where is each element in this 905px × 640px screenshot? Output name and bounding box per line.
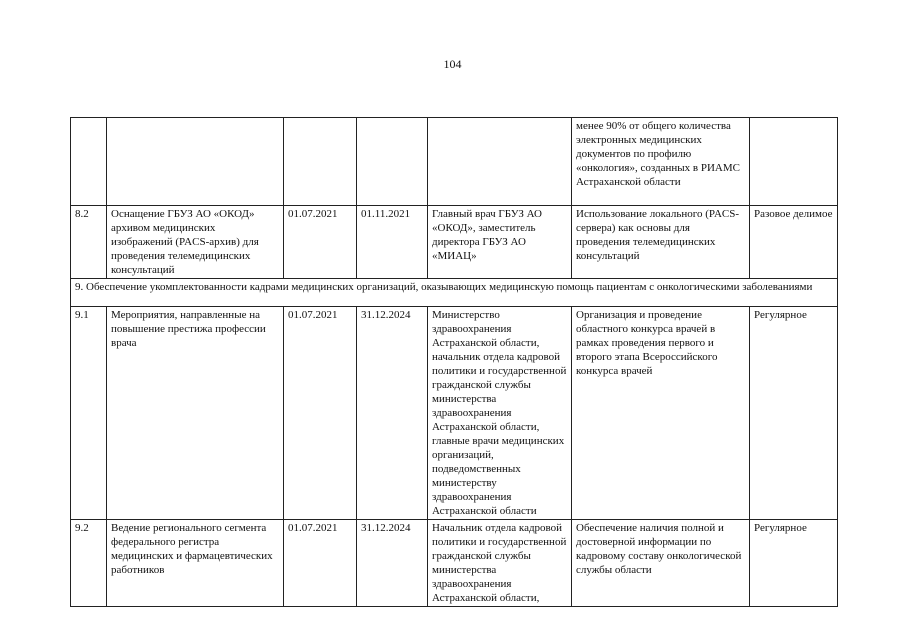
section-heading: 9. Обеспечение укомплектованности кадрами медицинских организаций, оказывающих медицинскую помощь пациентам с онкологическими заболеваниями — [71, 279, 838, 307]
page-number: 104 — [443, 57, 462, 71]
responsible-cell — [428, 118, 572, 206]
end-date-cell: 31.12.2024 — [357, 307, 428, 520]
table-row — [71, 307, 838, 520]
table-row — [71, 206, 838, 279]
result-cell: Обеспечение наличия полной и достоверной информации по кадровому составу онкологической службы области — [572, 520, 750, 607]
end-date-cell: 31.12.2024 — [357, 520, 428, 607]
type-cell: Регулярное — [750, 307, 838, 520]
result-cell: Организация и проведение областного конкурса врачей в рамках проведения первого и второго этапа Всероссийского конкурса врачей — [572, 307, 750, 520]
measure-name-cell: Ведение регионального сегмента федерального регистра медицинских и фармацевтических работников — [107, 520, 284, 607]
measure-name-cell: Мероприятия, направленные на повышение престижа профессии врача — [107, 307, 284, 520]
section-row — [71, 279, 838, 307]
type-cell: Регулярное — [750, 520, 838, 607]
row-number-cell: 8.2 — [71, 206, 107, 279]
row-number-cell: 9.2 — [71, 520, 107, 607]
start-date-cell: 01.07.2021 — [284, 307, 357, 520]
measures-table — [70, 117, 838, 607]
start-date-cell: 01.07.2021 — [284, 206, 357, 279]
table-row — [71, 520, 838, 607]
measure-name-cell: Оснащение ГБУЗ АО «ОКОД» архивом медицинских изображений (PACS-архив) для проведения телемедицинских консультаций — [107, 206, 284, 279]
responsible-cell: Главный врач ГБУЗ АО «ОКОД», заместитель директора ГБУЗ АО «МИАЦ» — [428, 206, 572, 279]
row-number-cell: 9.1 — [71, 307, 107, 520]
responsible-cell: Начальник отдела кадровой политики и государственной гражданской службы министерства здравоохранения Астраханской области, — [428, 520, 572, 607]
type-cell — [750, 118, 838, 206]
row-number-cell — [71, 118, 107, 206]
table-row — [71, 118, 838, 206]
responsible-cell: Министерство здравоохранения Астраханской области, начальник отдела кадровой политики и государственной гражданской службы министерства здравоохранения Астраханской области, главные врачи медицинских организаций, подведомственных министерству здравоохранения Астраханской области — [428, 307, 572, 520]
end-date-cell: 01.11.2021 — [357, 206, 428, 279]
end-date-cell — [357, 118, 428, 206]
result-cell: менее 90% от общего количества электронных медицинских документов по профилю «онкология», созданных в РИАМС Астраханской области — [572, 118, 750, 206]
start-date-cell — [284, 118, 357, 206]
result-cell: Использование локального (PACS-сервера) как основы для проведения телемедицинских консультаций — [572, 206, 750, 279]
measure-name-cell — [107, 118, 284, 206]
type-cell: Разовое делимое — [750, 206, 838, 279]
start-date-cell: 01.07.2021 — [284, 520, 357, 607]
